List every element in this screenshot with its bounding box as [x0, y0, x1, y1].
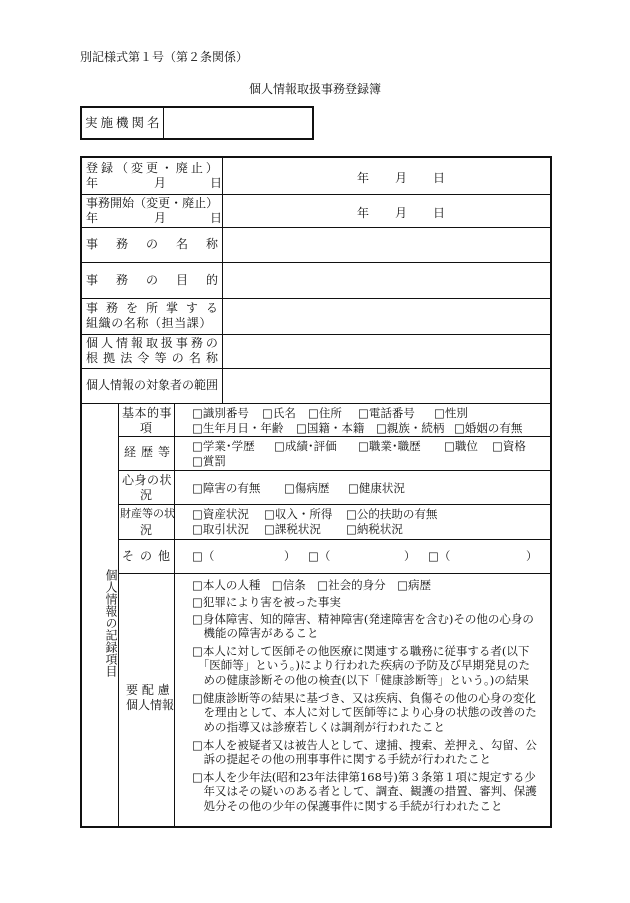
sensitive-item-juvenile-case[interactable]: □本人を少年法(昭和23年法律第168号)第３条第１項に規定する少 年又はその疑いのある者として、調査、観護の措置、審判、保護 処分その他の少年の保護事件に関する手続が行われたこと	[192, 770, 537, 813]
sensitive-item-treatment[interactable]: □健康診断等の結果に基づき、又は疾病、負傷その他の心身の変化 を理由として、本人に対して医師等により心身の状態の改善のた めの指導又は診療若しくは調剤が行われたこと	[192, 691, 537, 734]
sensitive-item-medical-exam[interactable]: □本人に対して医師その他医療に関連する職務に従事する者(以下 「医師等」という。)により行われた疾病の予防及び早期発見のた めの健康診断その他の検査(以下「健康診断等」という。)の結果	[192, 644, 530, 687]
checkbox-tax-payment[interactable]: □納税状況	[346, 522, 403, 536]
checkbox-other-1[interactable]: □（	[192, 549, 215, 563]
basic-label-line2: 項	[140, 421, 153, 435]
checkbox-disability[interactable]: □障害の有無	[192, 481, 261, 495]
checkbox-relatives[interactable]: □親族・続柄	[376, 421, 445, 435]
assets-label-line2: 況	[140, 523, 153, 537]
business-purpose-label: 事 務 の 目 的	[86, 273, 218, 287]
other-label: そ の 他	[122, 549, 170, 563]
checkbox-assets[interactable]: □資産状況	[192, 507, 249, 521]
registration-date-field[interactable]: 年 月 日	[357, 171, 446, 185]
checkbox-other-3[interactable]: □（	[428, 549, 451, 563]
agency-box	[80, 106, 314, 140]
checkbox-occupation[interactable]: □職業･職歴	[358, 439, 421, 453]
checkbox-other-2[interactable]: □（	[308, 549, 331, 563]
checkbox-public-aid[interactable]: □公的扶助の有無	[346, 507, 438, 521]
org-field[interactable]	[223, 299, 550, 334]
checkbox-grades[interactable]: □成績･評価	[274, 439, 337, 453]
start-label: 事 務 開 始 （ 変 更 ・ 廃 止 ）	[86, 196, 219, 210]
sensitive-label-line2: 個人情報	[126, 698, 175, 712]
business-purpose-field[interactable]	[223, 263, 550, 298]
sensitive-item-crime-victim[interactable]: □犯罪により害を被った事実	[192, 595, 341, 609]
checkbox-injury-history[interactable]: □傷病歴	[284, 481, 330, 495]
basic-label-line1: 基本的事	[122, 406, 173, 420]
registration-table: 登 録 （ 変 更 ・ 廃 止 ） 年 月 日 年 月 日 事 務 開 始 （ 変 更 ・ 廃 止 ） 年 月 日 年 月 日 事 務 の 名 称 事 務 の 目 的 事 務 を 所 掌 す る 組織の名称（担当課） 個 人 情 報 取 扱 事 務 の 根 拠 法 令 等 の 名 称 個人情報の対象者の範囲 個人情報の記録項目 基本的事 項 □識別番号 □氏名 □住所 □電話番号 □性別 □生年月日・年齢 □国籍・本籍 □親族・続柄 □婚姻の有無 経 歴 等 □学業･学歴 □成績･評価 □職業･職歴 □職位 □資格 □賞罰 心身の状 況 □障害の有無 □傷病歴 □健康状況 財産等の状 況 □資産状況 □収入・所得 □公的扶助の有無 □取引状況 □課税状況 □納税状況 そ の 他 □（ ） □（ ） □（ ） 要 配 慮 個人情報 □本人の人種 □信条 □社会的身分 □病歴 □犯罪により害を被った事実 □身体障害、知的障害、精神障害(発達障害を含む)その他の心身の 機能の障害があること □本人に対して医師その他医療に関連する職務に従事する者(以下 「医師等」という。)により行われた疾病の予防及び早期発見のた めの健康診断その他の検査(以下「健康診断等」という。)の結果 □健康診断等の結果に基づき、又は疾病、負傷その他の心身の変化 を理由として、本人に対して医師等により心身の状態の改善のた めの指導又は診療若しくは調剤が行われたこと □本人を被疑者又は被告人として、逮捕、捜索、差押え、勾留、公 訴の提起その他の刑事事件に関する手続が行われたこと □本人を少年法(昭和23年法律第168号)第３条第１項に規定する少 年又はその疑いのある者として、調査、観護の措置、審判、保護 処分その他の少年の保護事件に関する手続が行われたこと	[80, 156, 552, 828]
law-label-line1: 個 人 情 報 取 扱 事 務 の	[86, 336, 218, 350]
document-title: 個人情報取扱事務登録簿	[248, 82, 381, 96]
health-label-line1: 心身の状	[122, 473, 173, 487]
assets-label-line1: 財産等の状	[120, 507, 175, 520]
career-label: 経 歴 等	[124, 445, 170, 459]
record-items-group-label: 個人情報の記録項目	[104, 569, 118, 677]
checkbox-gender[interactable]: □性別	[434, 406, 468, 420]
law-field[interactable]	[223, 335, 550, 368]
checkbox-id-number[interactable]: □識別番号	[192, 406, 249, 420]
registration-label: 登 録 （ 変 更 ・ 廃 止 ）	[86, 161, 218, 175]
checkbox-transactions[interactable]: □取引状況	[192, 522, 249, 536]
checkbox-income[interactable]: □収入・所得	[264, 507, 333, 521]
business-name-field[interactable]	[223, 228, 550, 262]
checkbox-qualification[interactable]: □資格	[492, 439, 526, 453]
sensitive-item-criminal-case[interactable]: □本人を被疑者又は被告人として、逮捕、捜索、差押え、勾留、公 訴の提起その他の刑事事件に関する手続が行われたこと	[192, 738, 537, 767]
checkbox-phone[interactable]: □電話番号	[358, 406, 415, 420]
scope-field[interactable]	[223, 369, 550, 403]
checkbox-education[interactable]: □学業･学歴	[192, 439, 255, 453]
checkbox-name[interactable]: □氏名	[262, 406, 296, 420]
checkbox-birthdate[interactable]: □生年月日・年齢	[192, 421, 284, 435]
org-label-line2: 組織の名称（担当課）	[86, 316, 213, 330]
form-reference: 別記様式第１号（第２条関係）	[80, 50, 249, 64]
business-name-label: 事 務 の 名 称	[86, 237, 218, 251]
checkbox-address[interactable]: □住所	[308, 406, 342, 420]
checkbox-taxation[interactable]: □課税状況	[264, 522, 321, 536]
agency-value-field[interactable]	[164, 108, 312, 138]
checkbox-rewards[interactable]: □賞罰	[192, 454, 226, 468]
checkbox-health-status[interactable]: □健康状況	[348, 481, 405, 495]
agency-label: 実施機関名	[82, 108, 164, 138]
law-label-line2: 根 拠 法 令 等 の 名 称	[86, 351, 218, 365]
checkbox-nationality[interactable]: □国籍・本籍	[296, 421, 365, 435]
org-label-line1: 事 務 を 所 掌 す る	[86, 301, 218, 315]
health-label-line2: 況	[140, 488, 153, 502]
scope-label: 個人情報の対象者の範囲	[86, 378, 219, 392]
sensitive-label-line1: 要 配 慮	[126, 683, 170, 697]
sensitive-item-disability[interactable]: □身体障害、知的障害、精神障害(発達障害を含む)その他の心身の 機能の障害があること	[192, 612, 534, 641]
start-date-field[interactable]: 年 月 日	[357, 206, 446, 220]
checkbox-marital[interactable]: □婚姻の有無	[454, 421, 523, 435]
checkbox-position[interactable]: □職位	[444, 439, 478, 453]
sensitive-item-race[interactable]: □本人の人種 □信条 □社会的身分 □病歴	[192, 578, 431, 592]
